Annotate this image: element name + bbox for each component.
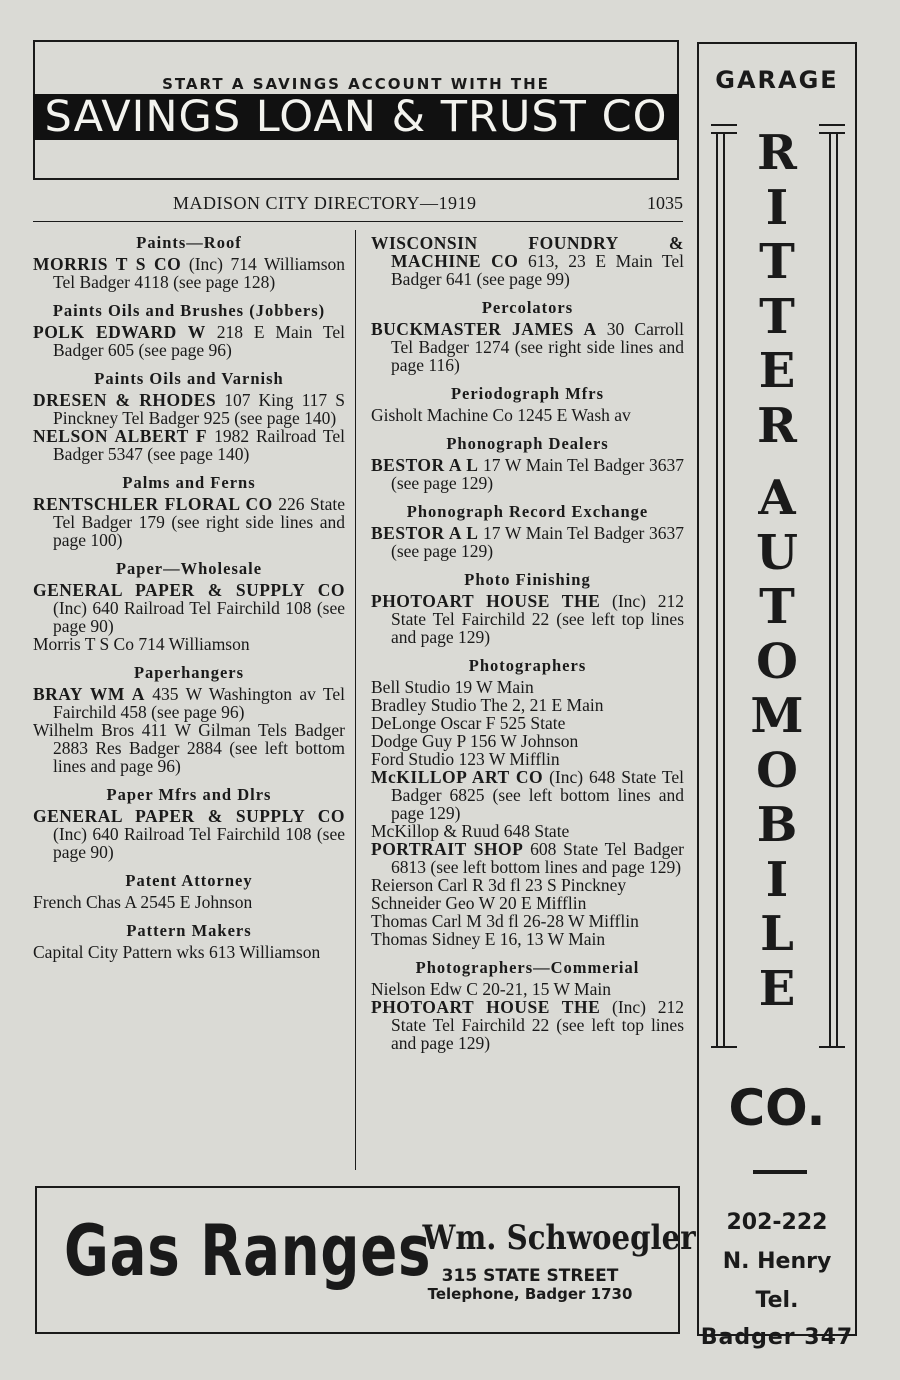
listing-entry bbox=[33, 943, 345, 961]
listing-details: Nielson Edw C 20-21, 15 W Main bbox=[371, 979, 611, 999]
listing-entry bbox=[371, 912, 684, 930]
business-name: NELSON ALBERT F bbox=[33, 426, 208, 446]
category-heading: Paints—Roof bbox=[136, 233, 242, 252]
ornament-rule bbox=[819, 1046, 845, 1048]
category-heading: Patent Attorney bbox=[125, 871, 253, 890]
category-heading: Photographers bbox=[468, 656, 587, 675]
ornament-line bbox=[829, 132, 831, 1047]
ornament-line bbox=[836, 132, 838, 1047]
business-name: GENERAL PAPER & SUPPLY CO bbox=[33, 806, 345, 826]
business-name: PHOTOART HOUSE THE bbox=[371, 591, 601, 611]
dealer-address: 315 STATE STREET bbox=[441, 1266, 619, 1286]
vertical-letter: L bbox=[760, 906, 794, 962]
listing-details: (Inc) 648 State Tel Badger 6825 (see left bottom lines and page 129) bbox=[391, 767, 684, 823]
listing-details: Gisholt Machine Co 1245 E Wash av bbox=[371, 405, 631, 425]
category-heading: Photographers—Commerial bbox=[415, 958, 640, 977]
vertical-letter: I bbox=[765, 851, 789, 908]
ritter-automobile-advertisement bbox=[697, 42, 857, 1350]
category-heading: Phonograph Record Exchange bbox=[406, 502, 649, 521]
vertical-letter: E bbox=[758, 343, 796, 399]
vertical-letter: A bbox=[758, 470, 796, 526]
right-listing-column bbox=[371, 232, 684, 1052]
listing-details: Ford Studio 123 W Mifflin bbox=[371, 749, 560, 769]
listing-entry bbox=[371, 714, 684, 732]
vertical-letter: E bbox=[758, 960, 796, 1017]
garage-label: GARAGE bbox=[715, 66, 839, 94]
listing-details: Schneider Geo W 20 E Mifflin bbox=[371, 893, 587, 913]
listing-details: 218 E Main Tel Badger 605 (see page 96) bbox=[53, 322, 345, 360]
business-name: MORRIS T S CO bbox=[33, 254, 182, 274]
category-heading: Photo Finishing bbox=[464, 570, 591, 589]
listing-details: 608 State Tel Badger 6813 (see left bottom lines and page 129) bbox=[391, 839, 684, 877]
listing-entry bbox=[371, 592, 684, 646]
listing-entry bbox=[371, 456, 684, 492]
vertical-letter: O bbox=[756, 742, 798, 799]
listing-entry bbox=[371, 234, 684, 288]
company-abbrev: CO. bbox=[728, 1079, 826, 1137]
vertical-letter: M bbox=[750, 688, 804, 744]
listing-entry bbox=[33, 685, 345, 721]
listing-details: (Inc) 212 State Tel Fairchild 22 (see left top lines and page 129) bbox=[391, 997, 684, 1053]
business-name: BRAY WM A bbox=[33, 684, 145, 704]
listing-entry bbox=[33, 255, 345, 291]
listing-entry bbox=[33, 323, 345, 359]
business-name: GENERAL PAPER & SUPPLY CO bbox=[33, 580, 345, 600]
vertical-letter: O bbox=[756, 633, 798, 690]
business-name: McKILLOP ART CO bbox=[371, 767, 544, 787]
vertical-letter: T bbox=[759, 288, 795, 345]
category-heading: Periodograph Mfrs bbox=[450, 384, 605, 403]
listing-entry bbox=[371, 894, 684, 912]
listing-details: 30 Carroll Tel Badger 1274 (see right side lines and page 116) bbox=[391, 319, 684, 375]
ritter-automobile-vertical-text bbox=[729, 126, 825, 1016]
garage-tel-label: Tel. bbox=[755, 1288, 799, 1313]
listing-details: 17 W Main Tel Badger 3637 (see page 129) bbox=[391, 523, 684, 561]
listing-entry bbox=[371, 876, 684, 894]
listing-entry bbox=[371, 406, 684, 424]
listing-entry bbox=[371, 822, 684, 840]
listing-entry bbox=[371, 696, 684, 714]
business-name: BESTOR A L bbox=[371, 523, 479, 543]
business-name: DRESEN & RHODES bbox=[33, 390, 217, 410]
garage-street-number: 202-222 bbox=[726, 1210, 828, 1235]
listing-entry bbox=[371, 840, 684, 876]
listing-details: DeLonge Oscar F 525 State bbox=[371, 713, 566, 733]
listing-details: (Inc) 212 State Tel Fairchild 22 (see left top lines and page 129) bbox=[391, 591, 684, 647]
bank-name-banner: SAVINGS LOAN & TRUST CO bbox=[33, 94, 679, 140]
listing-details: (Inc) 714 Williamson Tel Badger 4118 (see page 128) bbox=[53, 254, 345, 292]
business-name: POLK EDWARD W bbox=[33, 322, 206, 342]
category-heading: Paints Oils and Varnish bbox=[94, 369, 284, 388]
left-listing-column bbox=[33, 232, 345, 961]
category-heading: Paper—Wholesale bbox=[115, 559, 263, 578]
listing-details: 435 W Washington av Tel Fairchild 458 (see page 96) bbox=[53, 684, 345, 722]
garage-street: N. Henry bbox=[722, 1249, 832, 1274]
column-divider bbox=[355, 230, 356, 1170]
divider-dash bbox=[753, 1170, 807, 1174]
listing-details: 613, 23 E Main Tel Badger 641 (see page 99) bbox=[391, 251, 684, 289]
listing-entry bbox=[371, 320, 684, 374]
listing-entry bbox=[33, 635, 345, 653]
vertical-letter: U bbox=[756, 524, 798, 581]
vertical-letter: R bbox=[757, 125, 797, 181]
listing-entry bbox=[371, 524, 684, 560]
running-header bbox=[33, 193, 683, 222]
business-name: BESTOR A L bbox=[371, 455, 479, 475]
listing-entry bbox=[371, 768, 684, 822]
category-heading: Paperhangers bbox=[133, 663, 245, 682]
vertical-letter: T bbox=[759, 579, 795, 635]
listing-entry bbox=[33, 581, 345, 635]
listing-entry bbox=[33, 721, 345, 775]
listing-details: (Inc) 640 Railroad Tel Fairchild 108 (see page 90) bbox=[53, 824, 345, 862]
listing-details: 17 W Main Tel Badger 3637 (see page 129) bbox=[391, 455, 684, 493]
listing-details: Capital City Pattern wks 613 Williamson bbox=[33, 942, 321, 962]
product-name: Gas Ranges bbox=[64, 1210, 432, 1292]
listing-details: 1982 Railroad Tel Badger 5347 (see page 140) bbox=[53, 426, 345, 464]
listing-details: (Inc) 640 Railroad Tel Fairchild 108 (see page 90) bbox=[53, 598, 345, 636]
listing-entry bbox=[33, 427, 345, 463]
dealer-name: Wm. Schwoegler bbox=[422, 1218, 696, 1258]
ornament-line bbox=[716, 132, 718, 1047]
listing-entry bbox=[371, 998, 684, 1052]
business-name: RENTSCHLER FLORAL CO bbox=[33, 494, 273, 514]
listing-details: McKillop & Ruud 648 State bbox=[371, 821, 570, 841]
listing-entry bbox=[371, 750, 684, 768]
category-heading: Paper Mfrs and Dlrs bbox=[106, 785, 272, 804]
business-name: BUCKMASTER JAMES A bbox=[371, 319, 597, 339]
directory-title: MADISON CITY DIRECTORY—1919 bbox=[173, 193, 477, 213]
category-heading: Paints Oils and Brushes (Jobbers) bbox=[52, 301, 326, 320]
business-name: PHOTOART HOUSE THE bbox=[371, 997, 601, 1017]
vertical-letter: I bbox=[765, 179, 789, 236]
category-heading: Palms and Ferns bbox=[122, 473, 256, 492]
listing-details: Wilhelm Bros 411 W Gilman Tels Badger 2883 Res Badger 2884 (see left bottom lines and page 96) bbox=[33, 720, 345, 776]
listing-details: French Chas A 2545 E Johnson bbox=[33, 892, 253, 912]
listing-details: Thomas Sidney E 16, 13 W Main bbox=[371, 929, 606, 949]
dealer-phone: Telephone, Badger 1730 bbox=[427, 1285, 633, 1303]
ornament-rule bbox=[711, 1046, 737, 1048]
vertical-letter: R bbox=[757, 397, 797, 454]
category-heading: Pattern Makers bbox=[126, 921, 252, 940]
listing-entry bbox=[371, 930, 684, 948]
listing-details: Morris T S Co 714 Williamson bbox=[33, 634, 250, 654]
vertical-letter bbox=[729, 453, 825, 471]
page-number: 1035 bbox=[647, 193, 683, 213]
ornament-line bbox=[723, 132, 725, 1047]
listing-details: Thomas Carl M 3d fl 26-28 W Mifflin bbox=[371, 911, 639, 931]
listing-entry bbox=[371, 732, 684, 750]
listing-entry bbox=[371, 980, 684, 998]
listing-details: 107 King 117 S Pinckney Tel Badger 925 (see page 140) bbox=[53, 390, 345, 428]
listing-details: Dodge Guy P 156 W Johnson bbox=[371, 731, 579, 751]
listing-entry bbox=[33, 391, 345, 427]
listing-details: Bell Studio 19 W Main bbox=[371, 677, 534, 697]
listing-details: Bradley Studio The 2, 21 E Main bbox=[371, 695, 604, 715]
savings-bank-advertisement bbox=[33, 40, 679, 180]
vertical-letter: T bbox=[759, 234, 795, 290]
business-name: WISCONSIN FOUNDRY & MACHINE CO bbox=[371, 233, 684, 271]
vertical-letter: B bbox=[756, 797, 798, 853]
listing-entry bbox=[33, 495, 345, 549]
listing-details: 226 State Tel Badger 179 (see right side lines and page 100) bbox=[53, 494, 345, 550]
garage-phone: Badger 347 bbox=[700, 1325, 854, 1350]
category-heading: Phonograph Dealers bbox=[446, 434, 609, 453]
business-name: PORTRAIT SHOP bbox=[371, 839, 524, 859]
category-heading: Percolators bbox=[481, 298, 574, 317]
listing-entry bbox=[33, 893, 345, 911]
listing-entry bbox=[371, 678, 684, 696]
ad-tagline: START A SAVINGS ACCOUNT WITH THE bbox=[162, 75, 550, 93]
listing-details: Reierson Carl R 3d fl 23 S Pinckney bbox=[371, 875, 627, 895]
gas-ranges-advertisement bbox=[35, 1186, 696, 1334]
listing-entry bbox=[33, 807, 345, 861]
